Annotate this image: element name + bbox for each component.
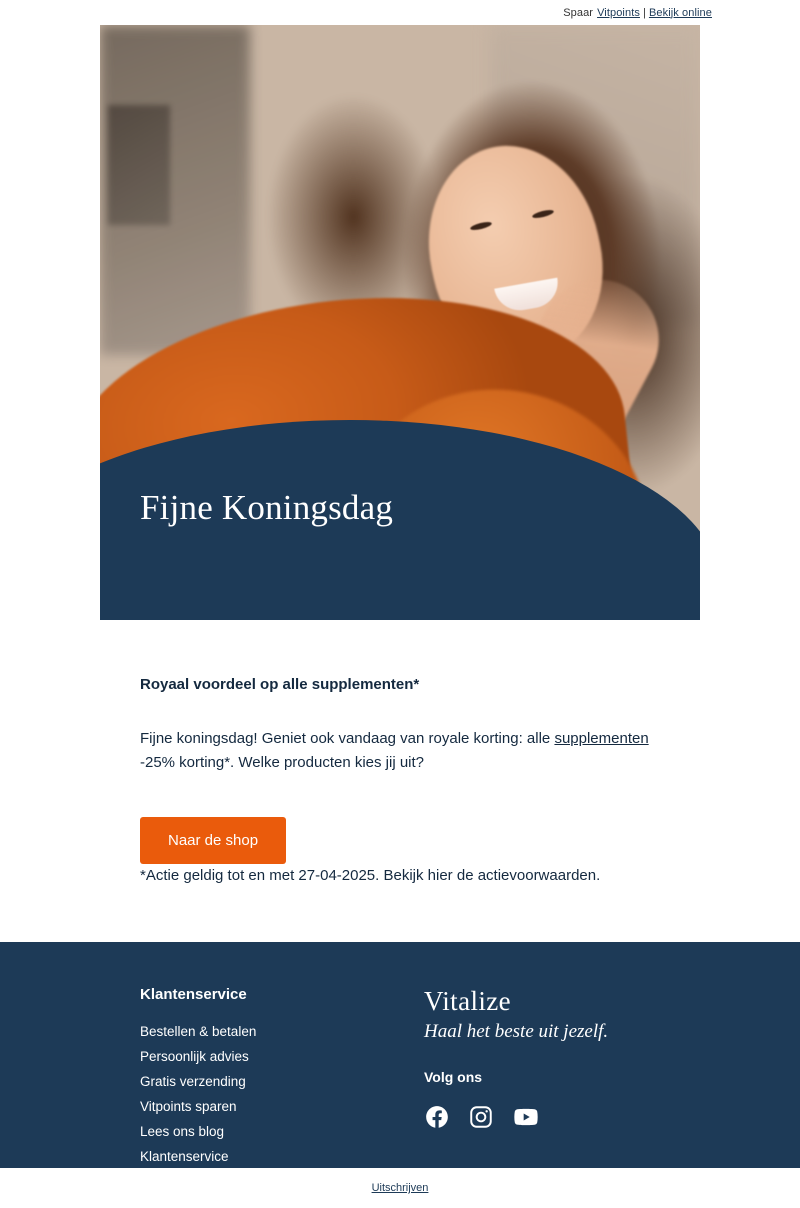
footer-link-lees-ons-blog[interactable]: Lees ons blog [140, 1124, 225, 1139]
content-paragraph-part1: Fijne koningsdag! Geniet ook vandaag van royale korting: alle [140, 730, 555, 747]
facebook-icon[interactable] [424, 1104, 450, 1130]
preheader-separator: | [642, 6, 646, 19]
youtube-icon[interactable] [512, 1103, 540, 1131]
list-item[interactable] [140, 1098, 410, 1116]
content-heading: Royaal voordeel op alle supplementen* [140, 676, 420, 693]
footer-link-vitpoints-sparen[interactable]: Vitpoints sparen [140, 1099, 237, 1114]
hero-background-picture-frame [108, 105, 170, 225]
unsubscribe-link[interactable]: Uitschrijven [371, 1182, 429, 1194]
brand-tagline: Haal het beste uit jezelf. [424, 1021, 609, 1042]
preheader-bar [0, 0, 800, 25]
shop-cta-button[interactable]: Naar de shop [140, 817, 286, 864]
content-paragraph-part2: -25% korting*. Welke producten kies jij uit? [140, 754, 425, 771]
footer-service-list [140, 1023, 410, 1166]
list-item[interactable] [140, 1073, 410, 1091]
promo-disclaimer: *Actie geldig tot en met 27-04-2025. Bekijk hier de actievoorwaarden. [140, 867, 601, 884]
preheader-view-online-link[interactable]: Bekijk online [648, 6, 712, 19]
list-item[interactable] [140, 1048, 410, 1066]
preheader-vitpoints-link[interactable]: Vitpoints [597, 6, 640, 19]
bottom-bar [0, 1168, 800, 1208]
preheader-spaar-label: Spaar [563, 6, 594, 19]
email-body [100, 25, 700, 918]
list-item[interactable] [140, 1148, 410, 1166]
list-item[interactable] [140, 1023, 410, 1041]
hero-banner [100, 25, 700, 620]
instagram-icon[interactable] [468, 1104, 494, 1130]
content-paragraph [140, 727, 660, 775]
footer-link-persoonlijk-advies[interactable]: Persoonlijk advies [140, 1049, 249, 1064]
social-links [424, 1103, 660, 1131]
hero-title: Fijne Koningsdag [140, 488, 394, 527]
footer-link-klantenservice[interactable]: Klantenservice [140, 1149, 229, 1164]
footer-link-bestellen-betalen[interactable]: Bestellen & betalen [140, 1024, 257, 1039]
footer-service-column [140, 986, 410, 1173]
supplementen-link[interactable]: supplementen [554, 730, 649, 747]
footer-service-heading: Klantenservice [140, 986, 247, 1003]
footer-follow-heading: Volg ons [424, 1069, 483, 1085]
footer-link-gratis-verzending[interactable]: Gratis verzending [140, 1074, 246, 1089]
footer [0, 942, 800, 1197]
footer-brand-column [410, 986, 660, 1173]
brand-name: Vitalize [424, 986, 512, 1016]
list-item[interactable] [140, 1123, 410, 1141]
content-section [100, 620, 700, 918]
